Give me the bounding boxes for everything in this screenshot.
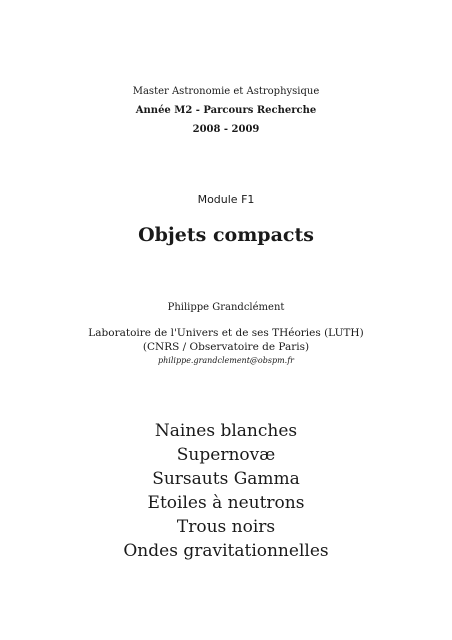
topic-item: Supernovæ — [176, 445, 276, 465]
affiliation: (CNRS / Observatoire de Paris) — [142, 341, 310, 353]
topic-item: Trous noirs — [176, 517, 276, 537]
topic-item: Ondes gravitationnelles — [123, 541, 329, 561]
program-name: Master Astronomie et Astrophysique — [132, 86, 320, 97]
author-name: Philippe Grandclément — [167, 302, 285, 313]
topic-item: Sursauts Gamma — [152, 469, 300, 489]
lab-name: Laboratoire de l'Univers et de ses THéories (LUTH) — [88, 327, 364, 339]
module-label: Module F1 — [197, 193, 255, 206]
topic-list — [0, 419, 452, 563]
year-track: Année M2 - Parcours Recherche — [135, 105, 317, 116]
author-email: philippe.grandclement@obspm.fr — [158, 356, 294, 365]
page-title: Objets compacts — [138, 224, 314, 246]
topic-item: Etoiles à neutrons — [147, 493, 305, 513]
topic-item: Naines blanches — [154, 421, 298, 441]
academic-year: 2008 - 2009 — [192, 124, 260, 135]
